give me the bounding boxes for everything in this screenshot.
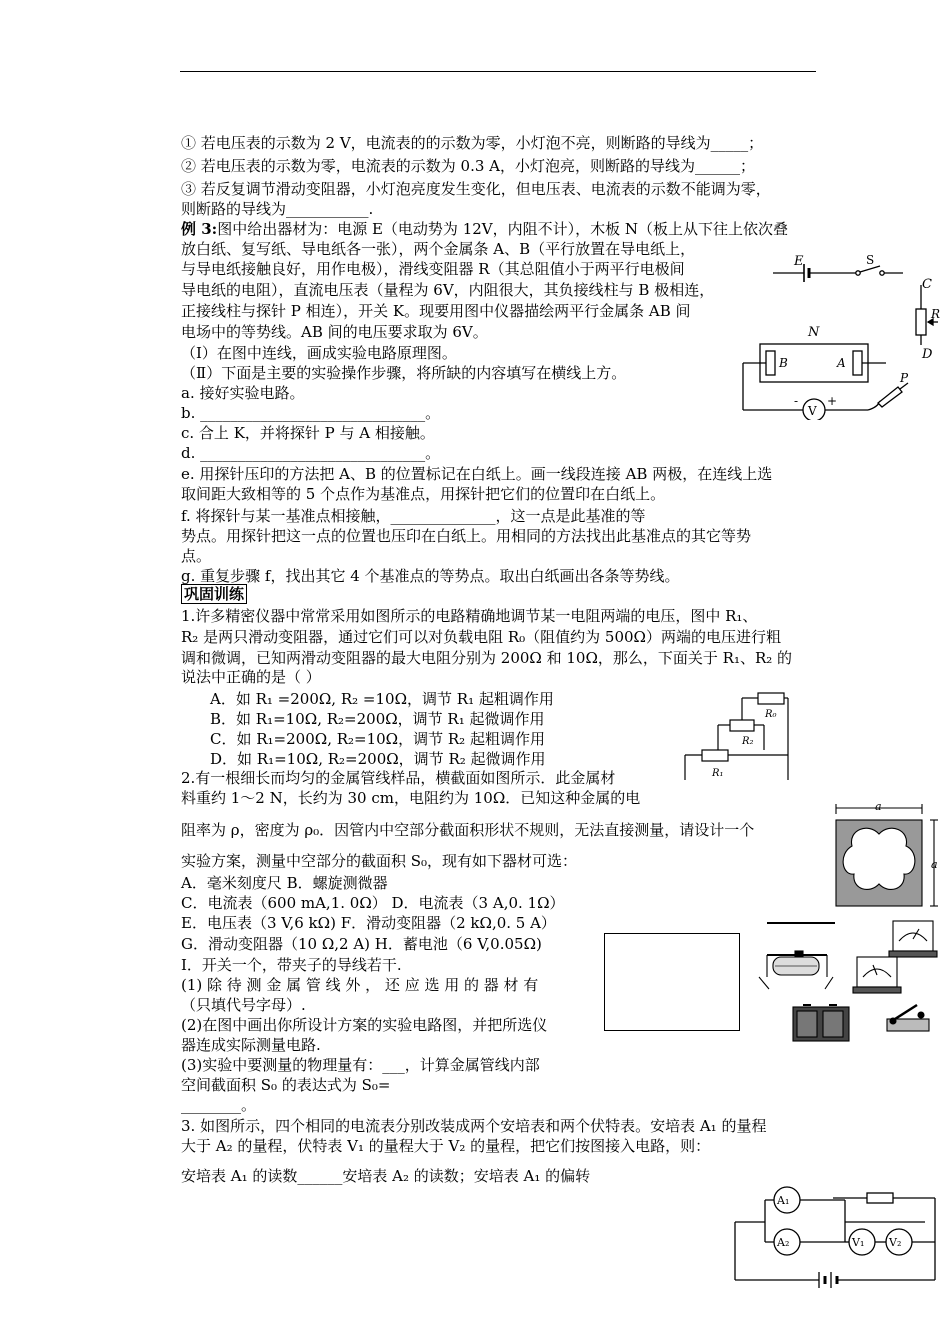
text-line: 1.许多精密仪器中常常采用如图所示的电路精确地调节某一电阻两端的电压，图中 R₁、	[181, 607, 758, 625]
text-line: G．滑动变阻器（10 Ω,2 A) H．蓄电池（6 V,0.05Ω)	[181, 935, 542, 953]
text-line: 正接线柱与探针 P 相连），开关 K。现要用图中仪器描绘两平行金属条 AB 间	[181, 302, 691, 320]
ammeter-icon	[853, 957, 901, 993]
figure-meters-circuit	[725, 1180, 945, 1305]
label-D: D	[922, 347, 933, 362]
text-line: C．电流表（600 mA,1. 0Ω） D．电流表（3 A,0. 1Ω）	[181, 894, 565, 912]
option-line: C．如 R₁=200Ω, R₂=10Ω，调节 R₂ 起粗调作用	[210, 730, 545, 748]
text-line: ________。	[181, 1096, 257, 1114]
battery-icon	[793, 1005, 849, 1041]
text-line: a. 接好实验电路。	[181, 384, 305, 402]
text-line: 2.有一根细长而均匀的金属管线样品，横截面如图所示．此金属材	[181, 769, 616, 787]
text-line: b. ______________________________。	[181, 404, 441, 422]
text-line: ③ 若反复调节滑动变阻器，小灯泡亮度发生变化，但电压表、电流表的示数不能调为零，	[181, 180, 771, 198]
label-C: C	[922, 277, 932, 292]
label-V1: V₁	[852, 1236, 865, 1249]
text-line: （只填代号字母）.	[181, 996, 306, 1014]
label-minus: -	[794, 394, 799, 408]
text-line: 大于 A₂ 的量程，伏特表 V₁ 的量程大于 V₂ 的量程，把它们按图接入电路，则：	[181, 1137, 711, 1155]
circuit-drawing-box	[604, 933, 740, 1031]
switch-icon	[887, 1005, 929, 1031]
text-line: 调和微调，已知两滑动变阻器的最大电阻分别为 200Ω 和 10Ω，那么，下面关于 R₁、R₂ 的	[181, 649, 793, 667]
rheostat-icon	[759, 951, 833, 989]
example3-line	[181, 219, 788, 239]
option-line: D．如 R₁=10Ω, R₂=200Ω，调节 R₂ 起微调作用	[210, 750, 546, 768]
text-line: (1) 除 待 测 金 属 管 线 外 ， 还 应 选 用 的 器 材 有	[181, 976, 539, 994]
text-line: E．电压表（3 V,6 kΩ) F．滑动变阻器（2 kΩ,0. 5 A）	[181, 914, 556, 932]
label-a-top: a	[875, 802, 882, 813]
text-line: d. ______________________________。	[181, 444, 441, 462]
text-line: 则断路的导线为___________.	[181, 200, 374, 218]
label-A2: A₂	[777, 1236, 790, 1249]
text-line: 取间距大致相等的 5 个点作为基准点，用探针把它们的位置印在白纸上。	[181, 485, 666, 503]
text-line: c. 合上 K，并将探针 P 与 A 相接触。	[181, 424, 435, 442]
text-line: 说法中正确的是（ ）	[181, 668, 321, 686]
text-line: 实验方案，测量中空部分的截面积 S₀，现有如下器材可选：	[181, 852, 578, 870]
option-line: B．如 R₁=10Ω, R₂=200Ω，调节 R₁ 起微调作用	[210, 710, 545, 728]
text-line: （Ⅱ）下面是主要的实验操作步骤，将所缺的内容填写在横线上方。	[181, 364, 627, 382]
example3-label: 例 3:	[181, 220, 218, 238]
text-line: 电场中的等势线。AB 间的电压要求取为 6V。	[181, 323, 488, 341]
label-A: A	[837, 356, 846, 370]
label-S: S	[866, 253, 875, 267]
figure-divider-circuit	[680, 690, 800, 785]
figure-instruments	[745, 915, 950, 1045]
text-line: 3. 如图所示，四个相同的电流表分别改装成两个安培表和两个伏特表。安培表 A₁ 的量程	[181, 1117, 767, 1135]
text-line: 安培表 A₁ 的读数______安培表 A₂ 的读数；安培表 A₁ 的偏转	[181, 1167, 591, 1185]
text-line: I．开关一个，带夹子的导线若干.	[181, 956, 402, 974]
text-line: 点。	[181, 547, 212, 565]
text-line: g. 重复步骤 f，找出其它 4 个基准点的等势点。取出白纸画出各条等势线。	[181, 567, 680, 585]
label-N: N	[808, 325, 820, 340]
text-line: 放白纸、复写纸、导电纸各一张），两个金属条 A、B（平行放置在导电纸上，	[181, 240, 696, 258]
text-line: 料重约 1～2 N，长约为 30 cm，电阻约为 10Ω．已知这种金属的电	[181, 789, 641, 807]
figure-electric-field-apparatus	[738, 245, 943, 420]
text-line: e. 用探针压印的方法把 A、B 的位置标记在白纸上。画一线段连接 AB 两极，在连线上选	[181, 465, 773, 483]
text-line: 与导电纸接触良好，用作电极），滑线变阻器 R（其总阻值小于两平行电极间	[181, 260, 685, 278]
label-V2: V₂	[889, 1236, 902, 1249]
figure-tube-cross-section	[830, 802, 942, 912]
section-title-line	[181, 584, 247, 604]
text-line: ② 若电压表的示数为零，电流表的示数为 0.3 A，小灯泡亮，则断路的导线为______；	[181, 157, 755, 175]
label-R0: R₀	[765, 709, 777, 720]
label-V: V	[808, 404, 817, 418]
text-line: 图中给出器材为：电源 E（电动势为 12V，内阻不计），木板 N（板上从下往上依次叠	[217, 220, 789, 238]
label-R2: R₂	[742, 736, 754, 747]
text-line: ① 若电压表的示数为 2 V，电流表的的示数为零，小灯泡不亮，则断路的导线为_____；	[181, 134, 764, 152]
label-B: B	[779, 356, 788, 370]
text-line: （Ⅰ）在图中连线，画成实验电路原理图。	[181, 344, 457, 362]
text-line: (3)实验中要测量的物理量有：___，计算金属管线内部	[181, 1056, 540, 1074]
text-line: A．毫米刻度尺 B．螺旋测微器	[181, 874, 388, 892]
label-a-side: a	[931, 858, 938, 871]
text-line: (2)在图中画出你所设计方案的实验电路图，并把所选仪	[181, 1016, 548, 1034]
text-line: 导电纸的电阻），直流电压表（量程为 6V，内阻很大，其负接线柱与 B 极相连，	[181, 281, 715, 299]
header-rule	[180, 71, 816, 72]
text-line: 空间截面积 S₀ 的表达式为 S₀=	[181, 1076, 391, 1094]
text-line: 势点。用探针把这一点的位置也压印在白纸上。用相同的方法找出此基准点的其它等势	[181, 527, 752, 545]
text-line: 器连成实际测量电路.	[181, 1036, 321, 1054]
label-A1: A₁	[777, 1194, 790, 1207]
section-title: 巩固训练	[181, 584, 247, 604]
text-line: f. 将探针与某一基准点相接触，______________，这一点是此基准的等	[181, 507, 646, 525]
label-P: P	[900, 371, 909, 385]
option-line: A．如 R₁ =200Ω, R₂ =10Ω，调节 R₁ 起粗调作用	[210, 690, 554, 708]
text-line: R₂ 是两只滑动变阻器，通过它们可以对负载电阻 R₀（阻值约为 500Ω）两端的电压进行粗	[181, 628, 781, 646]
label-E: E	[794, 254, 804, 269]
label-R: R	[931, 307, 941, 321]
label-R1: R₁	[712, 768, 724, 779]
label-plus: +	[827, 394, 838, 408]
text-line: 阻率为 ρ，密度为 ρ₀．因管内中空部分截面积形状不规则，无法直接测量，请设计一个	[181, 821, 755, 839]
